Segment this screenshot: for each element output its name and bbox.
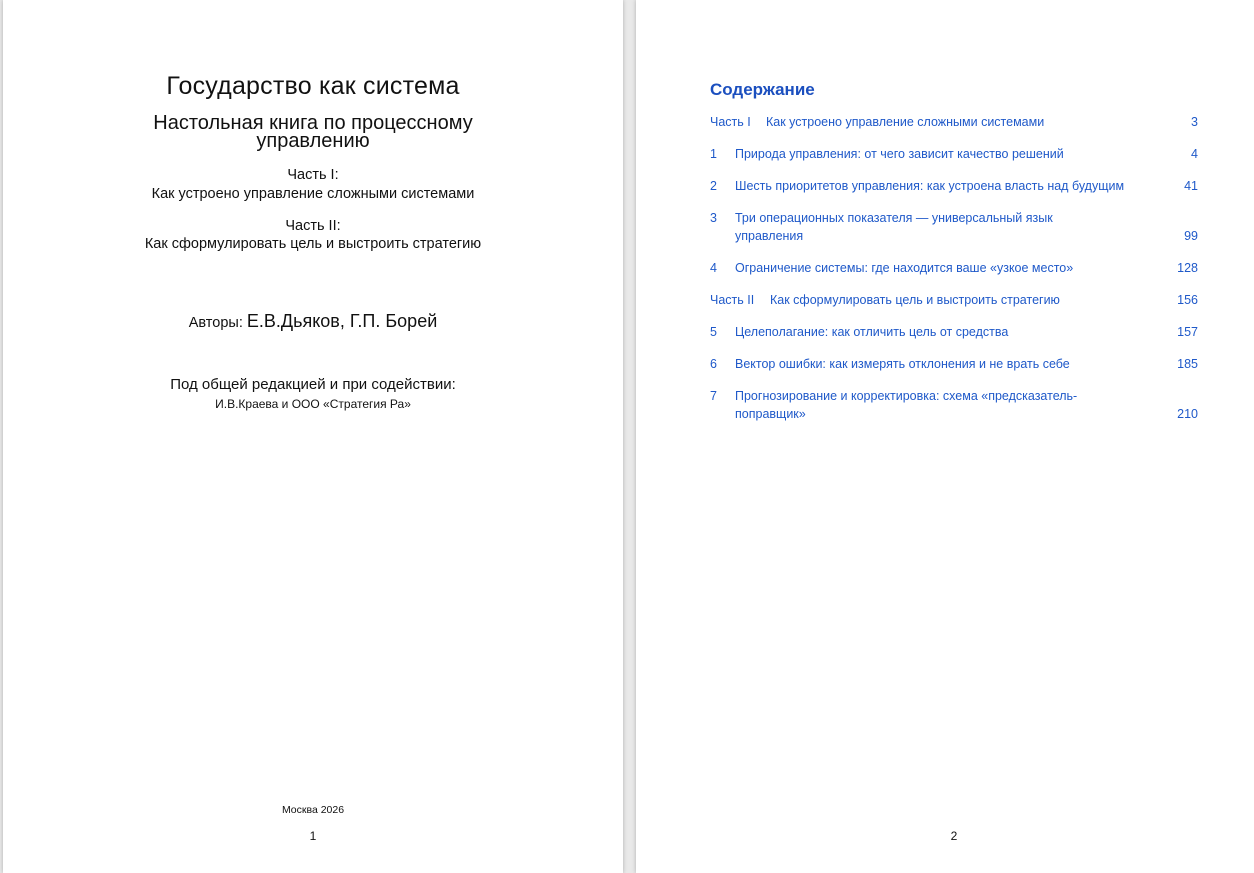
part-2-label: Часть II: [285, 218, 341, 234]
toc-page: 210 [1177, 407, 1198, 421]
toc-text: Шесть приоритетов управления: как устроена власть над будущим [735, 179, 1125, 193]
toc-number: 2 [710, 179, 717, 193]
editor-line: Под общей редакцией и при содействии: [170, 376, 456, 393]
toc-text: Вектор ошибки: как измерять отклонения и не врать себе [735, 357, 1070, 371]
authors-names: Е.В.Дьяков, Г.П. Борей [246, 311, 438, 331]
toc-page: 3 [1191, 115, 1198, 129]
toc-number: 7 [710, 389, 717, 403]
toc-number: 4 [710, 261, 717, 275]
toc-page: 128 [1177, 261, 1198, 275]
authors-line [3, 311, 623, 332]
toc-number: Часть II [710, 293, 755, 307]
editor-names: И.В.Краева и ООО «Стратегия Ра» [215, 397, 411, 411]
toc-page: 156 [1177, 293, 1198, 307]
toc-page: 4 [1191, 147, 1198, 161]
toc-number: 5 [710, 325, 717, 339]
book-subtitle: Настольная книга по процессному управлению [153, 112, 473, 152]
toc-text: Прогнозирование и корректировка: схема «предсказатель-поправщик» [735, 389, 1078, 421]
toc-number: 1 [710, 147, 717, 161]
toc-number: 3 [710, 211, 717, 225]
toc-text: Ограничение системы: где находится ваше «узкое место» [735, 261, 1074, 275]
page-number: 1 [309, 829, 317, 843]
toc-page: 41 [1184, 179, 1198, 193]
toc-number: Часть I [710, 115, 751, 129]
toc-text: Как устроено управление сложными системами [766, 115, 1045, 129]
title-page [3, 0, 623, 873]
page-number: 2 [950, 829, 958, 843]
toc-text: Три операционных показателя — универсальный язык управления [735, 211, 1053, 243]
contents-page [636, 0, 1254, 873]
part-2-description: Как сформулировать цель и выстроить стратегию [144, 236, 482, 252]
toc-page: 185 [1177, 357, 1198, 371]
toc-page: 157 [1177, 325, 1198, 339]
toc-number: 6 [710, 357, 717, 371]
toc-page: 99 [1184, 229, 1198, 243]
book-title: Государство как система [166, 72, 460, 100]
toc-text: Как сформулировать цель и выстроить стратегию [770, 293, 1060, 307]
toc-text: Целеполагание: как отличить цель от средства [735, 325, 1009, 339]
toc-text: Природа управления: от чего зависит качество решений [735, 147, 1064, 161]
toc-title: Содержание [710, 80, 815, 99]
city-year: Москва 2026 [281, 804, 345, 816]
part-1-label: Часть I: [287, 167, 339, 183]
authors-label: Авторы: [188, 315, 243, 331]
part-1-description: Как устроено управление сложными системами [151, 186, 475, 202]
